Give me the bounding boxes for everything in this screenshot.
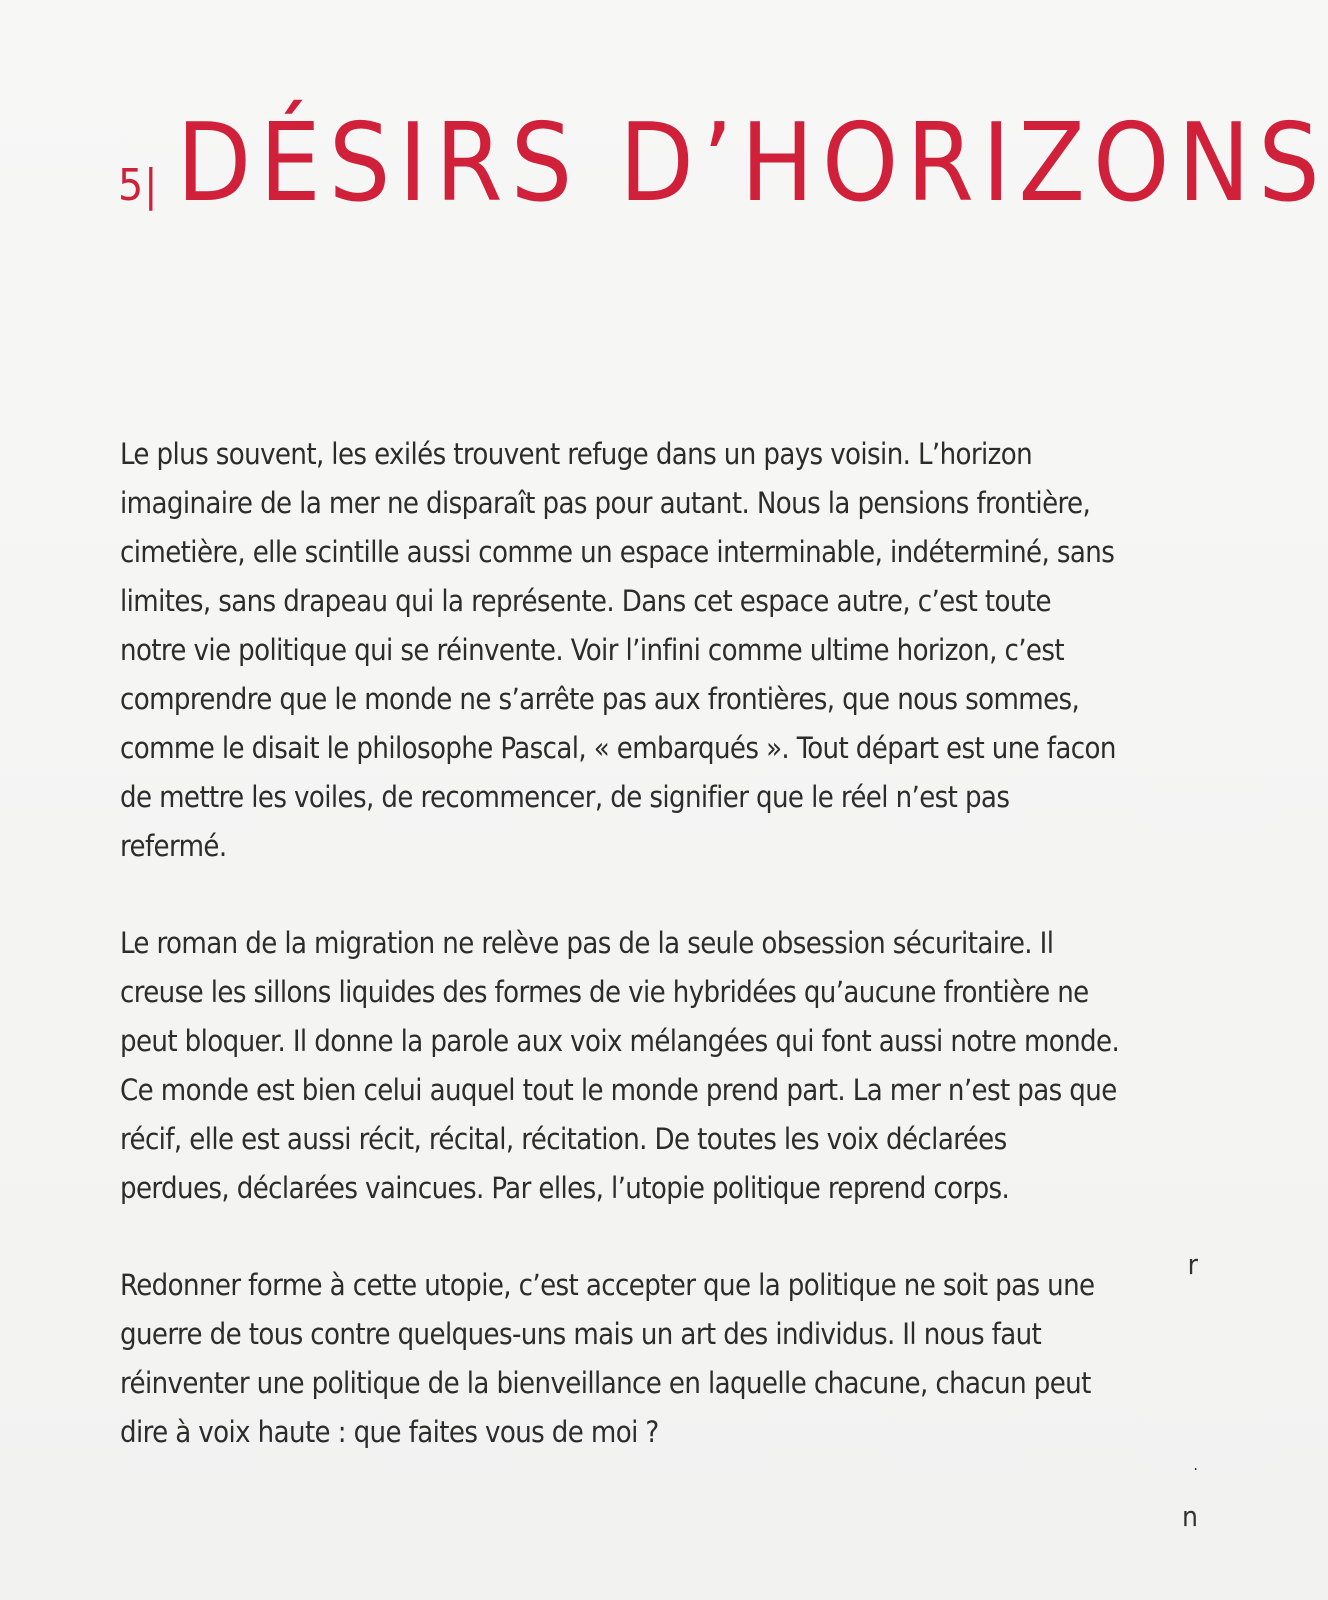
section-number: 5| <box>118 160 159 211</box>
edge-fragment-2: . <box>1193 1455 1198 1474</box>
paragraph-3: Redonner forme à cette utopie, c’est accepter que la politique ne soit pas une guerre de tous contre quelques-uns mais un art des individus. Il nous faut réinventer une politique de la bienveillance en laquelle chacune, chacun peut dire à voix haute : que faites vous de moi ? <box>120 1268 1095 1449</box>
panel-body <box>120 430 1120 1505</box>
edge-fragment-1: r <box>1187 1248 1198 1281</box>
section-title: DÉSIRS D’HORIZONS <box>176 101 1328 226</box>
paragraph-2: Le roman de la migration ne relève pas de la seule obsession sécuritaire. Il creuse les sillons liquides des formes de vie hybridées qu’aucune frontière ne peut bloquer. Il donne la parole aux voix mélangées qui font aussi notre monde. Ce monde est bien celui auquel tout le monde prend part. La mer n’est pas que récif, elle est aussi récit, récital, récitation. De toutes les voix déclarées perdues, déclarées vaincues. Par elles, l’utopie politique reprend corps. <box>120 926 1120 1205</box>
paragraph-1: Le plus souvent, les exilés trouvent refuge dans un pays voisin. L’horizon imaginaire de la mer ne disparaît pas pour autant. Nous la pensions frontière, cimetière, elle scintille aussi comme un espace interminable, indéterminé, sans limites, sans drapeau qui la représente. Dans cet espace autre, c’est toute notre vie politique qui se réinvente. Voir l’infini comme ultime horizon, c’est comprendre que le monde ne s’arrête pas aux frontières, que nous sommes, comme le disait le philosophe Pascal, « embarqués ». Tout départ est une facon de mettre les voiles, de recommencer, de signifier que le réel n’est pas refermé. <box>120 437 1116 863</box>
section-header <box>118 101 1328 226</box>
edge-fragment-3: n <box>1182 1500 1198 1533</box>
